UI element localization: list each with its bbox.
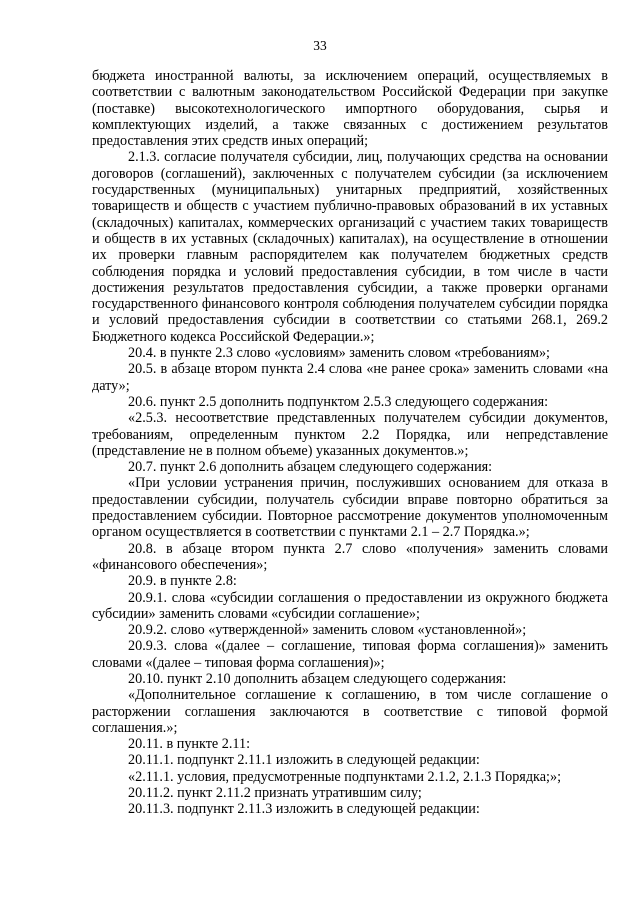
page-number: 33 [313,38,327,53]
paragraph: «2.5.3. несоответствие представленных получателем субсидии документов, требованиям, определенным пунктом 2.2 Порядка, или непредставление (представление не в полном объеме) указанных документов.»; [92,410,608,459]
paragraph: 20.9.1. слова «субсидии соглашения о предоставлении из окружного бюджета субсидии» заменить словами «субсидии соглашение»; [92,589,608,622]
paragraph: 20.6. пункт 2.5 дополнить подпунктом 2.5.3 следующего содержания: [128,393,549,410]
paragraph: 20.7. пункт 2.6 дополнить абзацем следующего содержания: [128,459,493,476]
paragraph: 20.11.2. пункт 2.11.2 признать утратившим силу; [128,785,422,802]
paragraph: бюджета иностранной валюты, за исключением операций, осуществляемых в соответствии с валютным законодательством Российской Федерации при закупке (поставке) высокотехнологического импортного оборудования, сырья и комплектующих изделий, а также связанных с достижением результатов предоставления этих средств иных операций; [92,68,608,150]
paragraph: 20.9.3. слова «(далее – соглашение, типовая форма соглашения)» заменить словами «(далее – типовая форма соглашения)»; [92,638,608,671]
paragraph: 20.9.2. слово «утвержденной» заменить словом «установленной»; [128,622,527,639]
paragraph: 2.1.3. согласие получателя субсидии, лиц, получающих средства на основании договоров (соглашений), заключенных с получателем субсидии (за исключением государственных (муниципальных) унитарных предприятий, хозяйственных товариществ и обществ с участием публично-правовых образований в их уставных (складочных) капиталах, коммерческих организаций с участием таких товариществ и обществ в их уставных (складочных) капиталах), на осуществление в отношении их проверки главным распорядителем как получателем бюджетных средств соблюдения порядка и условий предоставления субсидии, в том числе в части достижения результатов предоставления субсидии, а также проверки органами государственного финансового контроля соблюдения получателем субсидии порядка и условий предоставления субсидии в соответствии со статьями 268.1, 269.2 Бюджетного кодекса Российской Федерации.»; [92,149,608,345]
paragraph: 20.5. в абзаце втором пункта 2.4 слова «не ранее срока» заменить словами «на дату»; [92,361,608,394]
paragraph: «При условии устранения причин, послуживших основанием для отказа в предоставлении субсидии, получатель субсидии вправе повторно обратиться за предоставлением субсидии. Повторное рассмотрение документов уполномоченным органом осуществляется в соответствии с пунктами 2.1 – 2.7 Порядка.»; [92,475,608,541]
paragraph: «2.11.1. условия, предусмотренные подпунктами 2.1.2, 2.1.3 Порядка;»; [128,768,562,785]
paragraph: 20.11.3. подпункт 2.11.3 изложить в следующей редакции: [128,801,480,818]
paragraph: 20.4. в пункте 2.3 слово «условиям» заменить словом «требованиям»; [128,345,550,362]
document-body [92,68,608,818]
paragraph: 20.8. в абзаце втором пункта 2.7 слово «получения» заменить словами «финансового обеспечения»; [92,540,608,573]
paragraph: 20.10. пункт 2.10 дополнить абзацем следующего содержания: [128,670,507,687]
paragraph: 20.11. в пункте 2.11: [128,736,251,753]
paragraph: 20.9. в пункте 2.8: [128,573,237,590]
paragraph: 20.11.1. подпункт 2.11.1 изложить в следующей редакции: [128,752,480,769]
paragraph: «Дополнительное соглашение к соглашению, в том числе соглашение о расторжении соглашения заключаются в соответствие с типовой формой соглашения.»; [92,687,608,736]
